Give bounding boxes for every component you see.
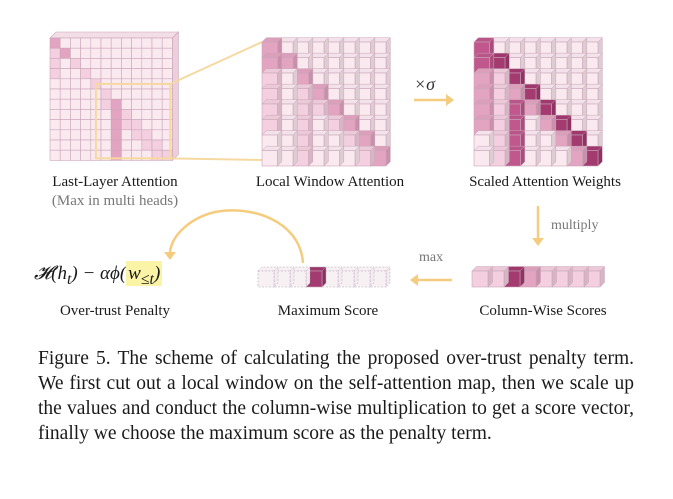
attention-cell: [142, 130, 152, 140]
max-cell: [258, 271, 274, 287]
attention-cell: [60, 150, 70, 160]
attention-cell: [111, 120, 121, 130]
attention-cell: [121, 48, 131, 58]
formula-highlight: [126, 261, 162, 286]
attention-cell: [121, 120, 131, 130]
attention-cell: [121, 69, 131, 79]
attention-cell: [111, 99, 121, 109]
attention-cell: [101, 48, 111, 58]
formula-left: 𝓗(h: [34, 263, 67, 284]
attention-cell: [101, 99, 111, 109]
attention-cell: [70, 99, 80, 109]
attention-cell: [111, 130, 121, 140]
attention-cell: [132, 38, 142, 48]
attention-cell: [132, 48, 142, 58]
attention-cell: [132, 109, 142, 119]
attention-cell: [121, 38, 131, 48]
maximum-score-label: Maximum Score: [277, 303, 379, 319]
formula-highlight-main: w: [128, 263, 141, 284]
attention-cell: [152, 89, 162, 99]
scale-operation-label: ×σ: [414, 74, 436, 94]
attention-cell: [81, 69, 91, 79]
attention-cell: [70, 109, 80, 119]
attention-cell: [70, 79, 80, 89]
attention-cell: [101, 38, 111, 48]
attention-cell: [70, 150, 80, 160]
window-connector-bottom: [170, 158, 262, 160]
attention-cell: [101, 109, 111, 119]
window-connector-top: [170, 42, 262, 84]
attention-cell: [142, 99, 152, 109]
attention-cell: [60, 48, 70, 58]
attention-cell: [60, 109, 70, 119]
attention-cell: [132, 89, 142, 99]
score-cell: [472, 271, 488, 287]
attention-cell: [142, 140, 152, 150]
attention-cell: [111, 58, 121, 68]
attention-cell: [81, 38, 91, 48]
grid-cell: [262, 151, 278, 167]
attention-cell: [50, 38, 60, 48]
over-trust-penalty-label: Over-trust Penalty: [59, 303, 171, 319]
column-wise-scores-label: Column-Wise Scores: [479, 303, 607, 319]
attention-cell: [121, 109, 131, 119]
attention-cell: [81, 99, 91, 109]
attention-cell: [162, 38, 172, 48]
attention-cell: [142, 69, 152, 79]
attention-cell: [111, 38, 121, 48]
multiply-operation-label: multiply: [551, 218, 599, 233]
attention-cell: [81, 48, 91, 58]
attention-cell: [60, 38, 70, 48]
scaled-attention-weights-grid: [474, 38, 602, 166]
attention-cell: [70, 69, 80, 79]
attention-cell: [142, 48, 152, 58]
attention-cell: [60, 140, 70, 150]
formula-left-subscript: t: [66, 270, 72, 288]
attention-cell: [91, 48, 101, 58]
attention-cell: [132, 130, 142, 140]
attention-cell: [70, 120, 80, 130]
attention-cell: [111, 109, 121, 119]
attention-cell: [152, 99, 162, 109]
attention-cell: [101, 120, 111, 130]
multiply-arrow-head: [532, 238, 544, 246]
figure-caption: Figure 5. The scheme of calculating the proposed over-trust penalty term. We first cut out a local window on the self-attention map, then we scale up the values and conduct the column-wise multiplication to get a score vector, finally we choose the maximum score as the penalty term.: [38, 348, 634, 444]
attention-cell: [60, 99, 70, 109]
formula-end: ): [153, 263, 161, 284]
maximum-score-row: [258, 267, 390, 287]
scaled-attention-weights-label: Scaled Attention Weights: [469, 174, 621, 190]
attention-cell: [70, 130, 80, 140]
attention-cell: [50, 140, 60, 150]
attention-cell: [132, 58, 142, 68]
attention-cell: [152, 48, 162, 58]
attention-cell: [142, 120, 152, 130]
attention-cell: [50, 109, 60, 119]
attention-cell: [121, 140, 131, 150]
last-layer-attention-grid: [50, 32, 178, 160]
attention-cell: [60, 130, 70, 140]
attention-cell: [50, 58, 60, 68]
attention-cell: [91, 38, 101, 48]
attention-cell: [111, 48, 121, 58]
formula-middle: ) − αϕ(: [71, 263, 127, 284]
local-window-attention-grid: [262, 38, 390, 166]
penalty-curve-arrow-head: [164, 252, 176, 260]
attention-cell: [132, 140, 142, 150]
attention-cell: [132, 99, 142, 109]
attention-cell: [50, 120, 60, 130]
attention-cell: [81, 79, 91, 89]
grid-cell: [474, 151, 490, 167]
attention-cell: [70, 38, 80, 48]
attention-cell: [142, 38, 152, 48]
attention-cell: [101, 89, 111, 99]
scale-arrow-head: [446, 94, 454, 106]
attention-cell: [162, 69, 172, 79]
attention-cell: [81, 130, 91, 140]
attention-cell: [81, 109, 91, 119]
attention-cell: [81, 140, 91, 150]
last-layer-side-face: [172, 32, 178, 160]
attention-cell: [70, 48, 80, 58]
attention-cell: [50, 99, 60, 109]
attention-cell: [101, 140, 111, 150]
attention-cell: [142, 89, 152, 99]
attention-cell: [50, 48, 60, 58]
attention-cell: [152, 130, 162, 140]
attention-cell: [162, 58, 172, 68]
attention-cell: [152, 109, 162, 119]
attention-cell: [60, 58, 70, 68]
last-layer-attention-sublabel: (Max in multi heads): [51, 193, 179, 209]
attention-cell: [152, 120, 162, 130]
attention-cell: [50, 150, 60, 160]
attention-cell: [60, 89, 70, 99]
attention-cell: [60, 69, 70, 79]
local-window-attention-label: Local Window Attention: [255, 174, 405, 190]
attention-cell: [50, 69, 60, 79]
attention-cell: [152, 58, 162, 68]
attention-cell: [101, 130, 111, 140]
attention-cell: [81, 89, 91, 99]
attention-cell: [152, 69, 162, 79]
attention-cell: [142, 109, 152, 119]
attention-cell: [132, 120, 142, 130]
max-arrow-head: [410, 274, 418, 286]
attention-cell: [70, 140, 80, 150]
attention-cell: [132, 69, 142, 79]
attention-cell: [121, 58, 131, 68]
attention-cell: [162, 48, 172, 58]
attention-cell: [91, 58, 101, 68]
attention-cell: [60, 79, 70, 89]
attention-cell: [60, 120, 70, 130]
max-operation-label: max: [419, 250, 444, 265]
attention-cell: [152, 38, 162, 48]
formula-highlight-subscript: ≤t: [140, 270, 154, 288]
attention-cell: [70, 58, 80, 68]
attention-cell: [121, 89, 131, 99]
attention-cell: [152, 140, 162, 150]
last-layer-top-face: [50, 32, 178, 38]
last-layer-attention-label: Last-Layer Attention: [52, 174, 178, 190]
attention-cell: [101, 58, 111, 68]
attention-cell: [111, 89, 121, 99]
attention-cell: [81, 58, 91, 68]
penalty-curve-arrow: [170, 210, 303, 263]
column-wise-scores-row: [472, 267, 604, 287]
attention-cell: [111, 140, 121, 150]
attention-cell: [91, 69, 101, 79]
attention-cell: [50, 79, 60, 89]
attention-cell: [81, 120, 91, 130]
attention-cell: [121, 130, 131, 140]
attention-cell: [50, 130, 60, 140]
attention-cell: [111, 69, 121, 79]
attention-cell: [142, 58, 152, 68]
attention-cell: [101, 69, 111, 79]
penalty-formula: [34, 263, 162, 289]
attention-cell: [50, 89, 60, 99]
attention-cell: [81, 150, 91, 160]
attention-cell: [70, 89, 80, 99]
attention-cell: [121, 99, 131, 109]
